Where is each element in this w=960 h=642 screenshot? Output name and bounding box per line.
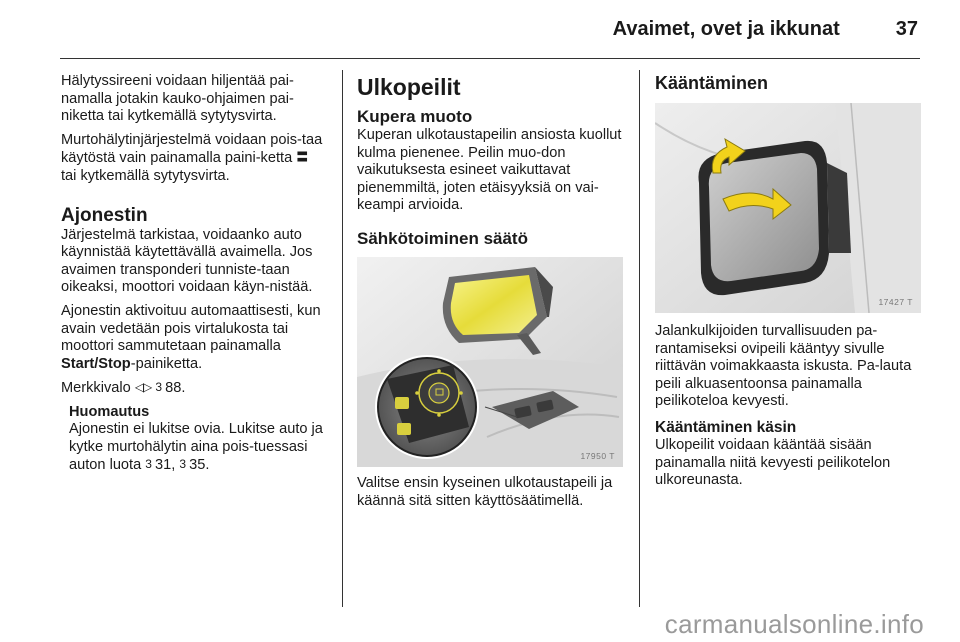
immobilizer-lamp-icon: ◁▷ [134,380,152,395]
section-heading: Ajonestin [61,204,148,226]
note-box [61,404,326,475]
page-ref-arrow-icon: 3 [179,457,186,472]
paragraph: Ajonestin aktivoituu automaattisesti, kun avain vedetään pois virtalukosta tai moottori sammutetaan painamalla Start/Stop-painiketta. [61,302,321,372]
note-title: Huomautus [69,403,150,420]
page-title: Avaimet, ovet ja ikkunat [612,18,840,40]
figure-code: 17427 T [878,297,913,307]
mirror-control-figure [357,257,623,467]
column-2 [357,73,623,516]
column-divider [342,70,343,607]
watermark-text: carmanualsonline.info [664,609,924,639]
paragraph: Merkkivalo ◁▷ 3 88. [61,380,186,397]
sub-heading: Sähkötoiminen säätö [357,228,528,248]
figure-caption: Valitse ensin kyseinen ulkotaustapeili ja käännä sitä sitten käyttösäätimellä. [357,474,613,509]
page-ref-arrow-icon: 3 [145,457,151,472]
figure-code: 17950 T [580,450,615,461]
mirror-fold-figure [655,103,921,313]
column-1 [61,73,326,481]
page-number: 37 [895,18,918,40]
paragraph: Kuperan ulkotaustapeilin ansiosta kuollut kulma pienenee. Peilin muo-don vaikutuksesta esineet vaikuttavat pienemmiltä, joten etäisyyksiä on vai-keampi arvioida. [357,127,622,214]
mirror-fold-illustration [655,103,921,313]
paragraph: Ulkopeilit voidaan kääntää sisään painamalla niitä kevyesti peilikotelon ulkoreunasta. [655,436,891,489]
paragraph: Murtohälytinjärjestelmä voidaan pois-taa käytöstä vain painamalla paini-ketta 〓 tai kytkemällä sytytysvirta. [61,131,323,184]
page-ref-arrow-icon: 3 [155,380,162,395]
paragraph: Järjestelmä tarkistaa, voidaanko auto käynnistää käytettävällä avaimella. Jos avaimen transponderi tunniste-taan oikeaksi, moottori voidaan käyn-nistää. [61,226,313,296]
header-rule [60,58,920,59]
paragraph: Hälytyssireeni voidaan hiljentää pai-namalla jotakin kauko-ohjaimen pai-niketta tai kytkemällä sytytysvirta. [61,73,294,125]
sub-heading: Kupera muoto [357,107,473,126]
page-header [613,18,918,48]
sub-heading: Kääntäminen käsin [655,418,797,436]
section-heading: Kääntäminen [655,73,769,93]
lock-button-icon: 〓 [296,150,308,165]
column-3 [655,73,923,496]
section-heading: Ulkopeilit [357,74,461,100]
mirror-control-illustration [357,257,623,467]
note-text: Ajonestin ei lukitse ovia. Lukitse auto ja kytke murtohälytin aina pois-tuessasi auton luota 3 31, 3 35. [69,420,323,474]
paragraph: Jalankulkijoiden turvallisuuden pa-rantamiseksi ovipeili kääntyy sivulle riittävän voimakkaasta iskusta. Pa-lauta peili alkuasentoonsa painamalla peilikoteloa kevyesti. [655,323,912,410]
column-divider [639,70,640,607]
